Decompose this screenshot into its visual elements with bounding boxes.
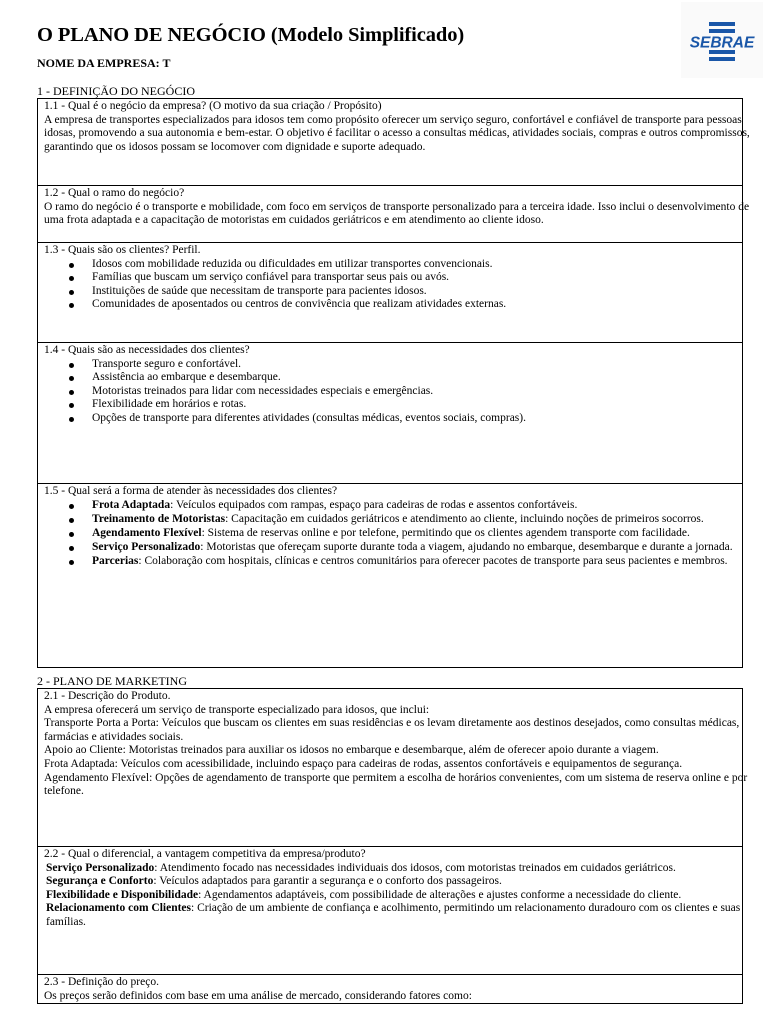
item-key: Parcerias bbox=[92, 554, 139, 567]
page-title: O PLANO DE NEGÓCIO (Modelo Simplificado) bbox=[37, 24, 465, 46]
question-1-4-cell bbox=[38, 342, 742, 483]
client-profile-list bbox=[44, 258, 742, 312]
item-text: : Sistema de reservas online e por telefone, permitindo que os clientes agendem transporte com facilidade. bbox=[201, 526, 690, 539]
list-item: Opções de transporte para diferentes atividades (consultas médicas, eventos sociais, compras). bbox=[92, 412, 760, 426]
list-item bbox=[92, 527, 760, 541]
list-item: Assistência ao embarque e desembarque. bbox=[92, 371, 760, 385]
item-text: : Veículos equipados com rampas, espaço para cadeiras de rodas e assentos confortáveis. bbox=[170, 498, 578, 511]
answer-1-2: O ramo do negócio é o transporte e mobilidade, com foco em serviços de transporte personalizado para a terceira idade. Isso inclui o desenvolvimento de uma frota adaptada e a capacitação de motoristas em cuidados geriátricos e em atendimento ao cliente idoso. bbox=[44, 200, 750, 227]
answer-2-1-line: Frota Adaptada: Veículos com acessibilidade, incluindo espaço para cadeiras de rodas, assentos confortáveis e equipamentos de segurança. bbox=[44, 757, 683, 770]
answer-2-1-line: Transporte Porta a Porta: Veículos que buscam os clientes em suas residências e os levam diretamente aos destinos desejados, como consultas médicas, farmácias e atividades sociais. bbox=[44, 717, 740, 743]
question-1-3: 1.3 - Quais são os clientes? Perfil. bbox=[44, 244, 201, 256]
question-2-3-cell bbox=[38, 974, 742, 1005]
differential-item bbox=[44, 889, 766, 903]
question-1-3-cell bbox=[38, 242, 742, 342]
question-2-2: 2.2 - Qual o diferencial, a vantagem competitiva da empresa/produto? bbox=[44, 848, 366, 860]
list-item: Motoristas treinados para lidar com necessidades especiais e emergências. bbox=[92, 385, 760, 399]
section-2-table bbox=[37, 688, 748, 1004]
list-item: Transporte seguro e confortável. bbox=[92, 358, 760, 372]
question-1-1-cell bbox=[38, 99, 750, 185]
item-text: : Veículos adaptados para garantir a segurança e o conforto dos passageiros. bbox=[153, 875, 502, 888]
list-item bbox=[92, 555, 760, 569]
list-item: Flexibilidade em horários e rotas. bbox=[92, 398, 760, 412]
item-text: : Motoristas que ofereçam suporte durante toda a viagem, ajudando no embarque, desembarque e durante a jornada. bbox=[200, 540, 733, 553]
question-1-2: 1.2 - Qual o ramo do negócio? bbox=[44, 187, 185, 199]
section-1-title: 1 - DEFINIÇÃO DO NEGÓCIO bbox=[37, 84, 195, 98]
item-key: Segurança e Conforto bbox=[46, 875, 154, 888]
answer-2-1-line: Apoio ao Cliente: Motoristas treinados para auxiliar os idosos no embarque e desembarque, além de oferecer apoio durante a viagem. bbox=[44, 744, 659, 757]
sebrae-logo bbox=[681, 2, 763, 78]
item-key: Serviço Personalizado bbox=[92, 540, 201, 553]
item-key: Flexibilidade e Disponibilidade bbox=[46, 888, 199, 901]
item-text: : Capacitação em cuidados geriátricos e atendimento ao cliente, incluindo noções de primeiros socorros. bbox=[225, 512, 704, 525]
list-item: Famílias que buscam um serviço confiável para transportar seus pais ou avós. bbox=[92, 271, 760, 285]
section-1-table bbox=[37, 98, 750, 668]
answer-2-1-line: Agendamento Flexível: Opções de agendamento de transporte que permitem a escolha de horários convenientes, com um sistema de reserva online e por telefone. bbox=[44, 771, 748, 798]
question-2-1-cell bbox=[38, 689, 748, 846]
sebrae-logo-text: SEBRAE bbox=[689, 34, 755, 52]
item-text: : Colaboração com hospitais, clínicas e centros comunitários para oferecer pacotes de transporte para seus pacientes e membros. bbox=[138, 554, 728, 567]
question-1-5: 1.5 - Qual será a forma de atender às necessidades dos clientes? bbox=[44, 485, 338, 497]
service-approach-list bbox=[44, 499, 742, 569]
answer-1-1: A empresa de transportes especializados para idosos tem como propósito oferecer um serviço seguro, confortável e confiável de transporte para pessoas idosas, promovendo a sua autonomia e bem-estar. O objetivo é facilitar o acesso a consultas médicas, atividades sociais, compras e outros compromissos, garantindo que os idosos possam se locomover com dignidade e suporte adequado. bbox=[44, 113, 750, 153]
client-needs-list bbox=[44, 358, 742, 426]
item-key: Treinamento de Motoristas bbox=[92, 512, 226, 525]
list-item bbox=[92, 513, 760, 527]
list-item: Idosos com mobilidade reduzida ou dificuldades em utilizar transportes convencionais. bbox=[92, 258, 760, 272]
differential-item bbox=[44, 902, 766, 929]
question-1-1: 1.1 - Qual é o negócio da empresa? (O motivo da sua criação / Propósito) bbox=[44, 100, 382, 112]
list-item bbox=[92, 541, 760, 555]
question-2-1: 2.1 - Descrição do Produto. bbox=[44, 690, 171, 702]
item-key: Frota Adaptada bbox=[92, 498, 171, 511]
list-item bbox=[92, 499, 760, 513]
item-text: : Agendamentos adaptáveis, com possibilidade de alterações e ajustes conforme a necessidade do cliente. bbox=[198, 888, 682, 901]
question-2-2-cell bbox=[38, 846, 742, 974]
question-1-2-cell bbox=[38, 185, 750, 242]
differential-item bbox=[44, 862, 766, 876]
answer-2-3: Os preços serão definidos com base em uma análise de mercado, considerando fatores como: bbox=[44, 989, 472, 1002]
item-key: Relacionamento com Clientes bbox=[46, 902, 191, 915]
list-item: Instituições de saúde que necessitam de transporte para pacientes idosos. bbox=[92, 285, 760, 299]
item-key: Agendamento Flexível bbox=[92, 526, 202, 539]
answer-2-1-line: A empresa oferecerá um serviço de transporte especializado para idosos, que inclui: bbox=[44, 703, 430, 716]
item-text: : Criação de um ambiente de confiança e acolhimento, permitindo um relacionamento duradouro com os clientes e suas famílias. bbox=[46, 902, 741, 928]
list-item: Comunidades de aposentados ou centros de convivência que realizam atividades externas. bbox=[92, 298, 760, 312]
differential-item bbox=[44, 875, 766, 889]
item-text: : Atendimento focado nas necessidades individuais dos idosos, com motoristas treinados em cuidados geriátricos. bbox=[154, 861, 676, 874]
section-2-title: 2 - PLANO DE MARKETING bbox=[37, 674, 187, 688]
question-1-4: 1.4 - Quais são as necessidades dos clientes? bbox=[44, 344, 250, 356]
question-1-5-cell bbox=[38, 483, 742, 669]
question-2-3: 2.3 - Definição do preço. bbox=[44, 976, 159, 988]
item-key: Serviço Personalizado bbox=[46, 861, 155, 874]
company-name-line: NOME DA EMPRESA: T bbox=[37, 56, 171, 70]
